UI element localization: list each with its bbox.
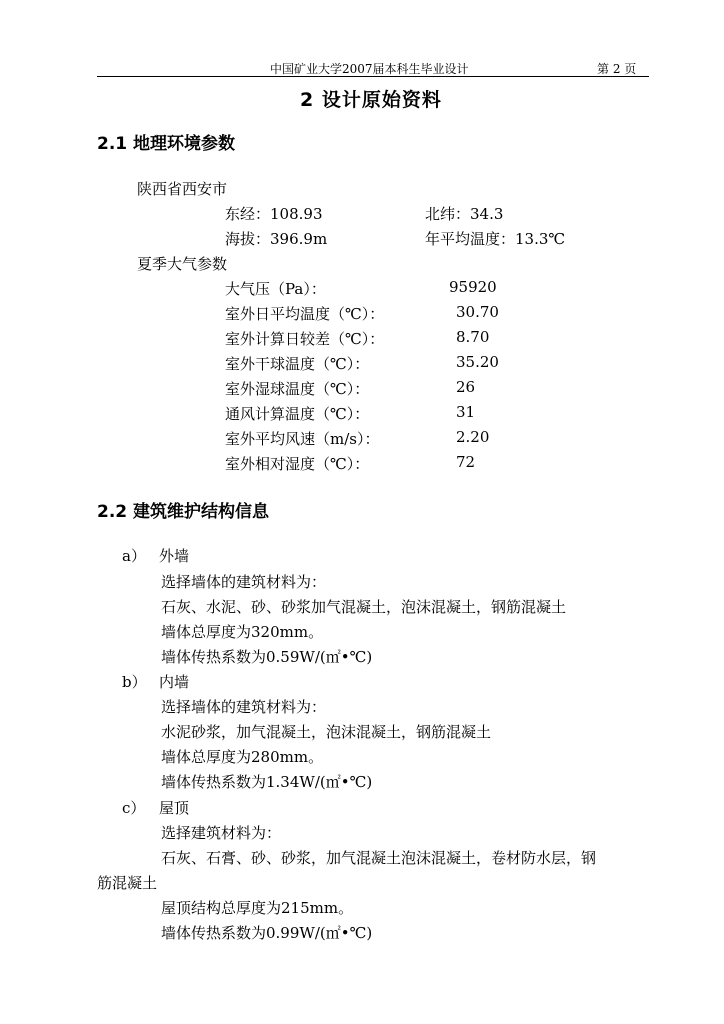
summer-params-title: 夏季大气参数 [137, 255, 228, 273]
item-line: 墙体传热系数为0.99W/(㎡•℃) [161, 924, 373, 942]
param-label: 大气压（Pa）： [225, 280, 326, 298]
item-line: 水泥砂浆，加气混凝土，泡沫混凝土，钢筋混凝土 [161, 723, 492, 741]
list-marker: c） [122, 799, 146, 817]
param-value: 2.20 [456, 428, 490, 446]
altitude: 海拔：396.9m [225, 230, 328, 248]
param-value: 35.20 [456, 353, 499, 371]
param-value: 8.70 [456, 328, 490, 346]
item-line: 选择墙体的建筑材料为： [161, 698, 327, 716]
item-line: 选择建筑材料为： [161, 824, 282, 842]
header-rule [97, 76, 649, 77]
item-line: 墙体总厚度为320mm。 [161, 623, 324, 641]
header-page-number: 第 2 页 [597, 62, 637, 76]
param-value: 72 [456, 453, 476, 471]
param-label: 室外日平均温度（℃）： [225, 305, 385, 323]
location-name: 陕西省西安市 [137, 180, 228, 198]
param-value: 26 [456, 378, 476, 396]
section-title-2-1: 2.1 地理环境参数 [97, 134, 236, 154]
item-line: 石灰、水泥、砂、砂浆加气混凝土，泡沫混凝土，钢筋混凝土 [161, 598, 567, 616]
param-label: 室外平均风速（m/s）： [225, 430, 380, 448]
param-label: 室外相对湿度（℃）： [225, 455, 370, 473]
param-label: 室外干球温度（℃）： [225, 355, 370, 373]
item-line: 墙体传热系数为0.59W/(㎡•℃) [161, 648, 373, 666]
item-line: 石灰、石膏、砂、砂浆，加气混凝土泡沫混凝土，卷材防水层，钢 [161, 849, 597, 867]
param-value: 95920 [449, 278, 497, 296]
param-label: 通风计算温度（℃）： [225, 405, 370, 423]
item-line: 屋顶结构总厚度为215mm。 [161, 899, 354, 917]
item-line: 墙体传热系数为1.34W/(㎡•℃) [161, 773, 373, 791]
param-label: 室外计算日较差（℃）： [225, 330, 385, 348]
latitude: 北纬：34.3 [425, 205, 504, 223]
chapter-title: 2 设计原始资料 [300, 89, 442, 111]
average-temperature: 年平均温度：13.3℃ [425, 230, 566, 248]
list-marker: b） [122, 673, 147, 691]
item-name: 屋顶 [159, 799, 190, 817]
item-line: 选择墙体的建筑材料为： [161, 573, 327, 591]
item-line: 筋混凝土 [97, 874, 158, 892]
item-name: 外墙 [159, 547, 190, 565]
param-value: 31 [456, 403, 476, 421]
param-value: 30.70 [456, 303, 499, 321]
item-name: 内墙 [159, 673, 190, 691]
longitude: 东经：108.93 [225, 205, 323, 223]
section-title-2-2: 2.2 建筑维护结构信息 [97, 502, 270, 522]
header-title: 中国矿业大学2007届本科生毕业设计 [270, 62, 469, 76]
item-line: 墙体总厚度为280mm。 [161, 748, 324, 766]
list-marker: a） [122, 547, 146, 565]
param-label: 室外湿球温度（℃）： [225, 380, 370, 398]
